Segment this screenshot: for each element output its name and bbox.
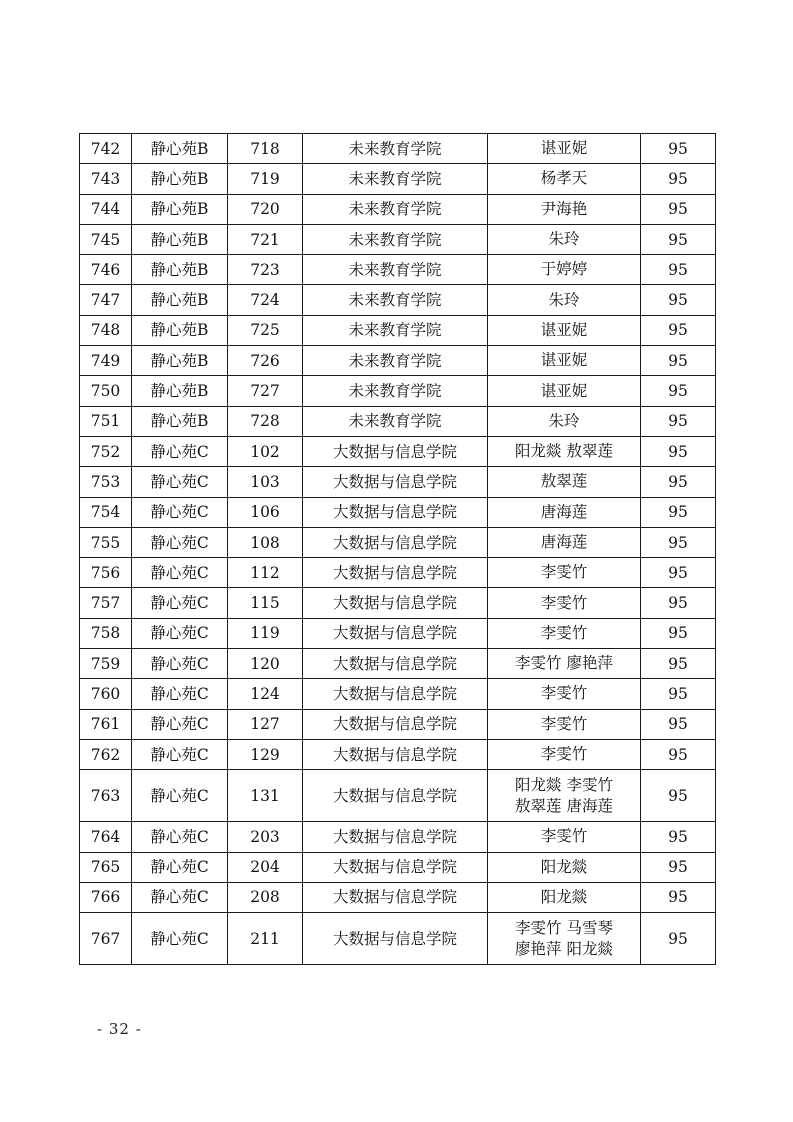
row-number-cell: 749 [80, 346, 132, 376]
building-cell: 静心苑C [132, 467, 228, 497]
row-number-cell: 750 [80, 376, 132, 406]
inspector-names: 李雯竹 [540, 684, 588, 703]
score-cell: 95 [641, 882, 716, 912]
table-row [80, 285, 716, 315]
room-cell: 112 [228, 558, 303, 588]
row-number-cell: 745 [80, 224, 132, 254]
room-cell: 102 [228, 436, 303, 466]
room-cell: 103 [228, 467, 303, 497]
college-cell: 未来教育学院 [303, 376, 488, 406]
inspector-names: 谌亚妮 [540, 139, 588, 158]
college-cell: 大数据与信息学院 [303, 822, 488, 852]
inspector-cell [488, 164, 641, 194]
table-row [80, 406, 716, 436]
inspector-names: 李雯竹 [540, 623, 588, 642]
table-row [80, 679, 716, 709]
inspector-cell [488, 913, 641, 965]
score-cell: 95 [641, 436, 716, 466]
row-number-cell: 755 [80, 527, 132, 557]
building-cell: 静心苑B [132, 376, 228, 406]
inspector-names: 阳龙燚 敖翠莲 [515, 442, 613, 461]
row-number-cell: 758 [80, 618, 132, 648]
score-cell: 95 [641, 497, 716, 527]
college-cell: 大数据与信息学院 [303, 527, 488, 557]
inspector-names: 唐海莲 [540, 533, 588, 551]
building-cell: 静心苑B [132, 164, 228, 194]
table-row [80, 709, 716, 739]
score-cell: 95 [641, 739, 716, 769]
inspector-cell [488, 739, 641, 769]
row-number-cell: 762 [80, 739, 132, 769]
inspector-cell [488, 558, 641, 588]
inspector-names: 杨孝天 [540, 169, 588, 188]
table-row [80, 194, 716, 224]
inspector-names: 朱玲 [548, 290, 580, 309]
score-cell: 95 [641, 527, 716, 557]
college-cell: 大数据与信息学院 [303, 497, 488, 527]
inspector-names: 阳龙燚 [540, 887, 588, 906]
room-cell: 725 [228, 315, 303, 345]
building-cell: 静心苑B [132, 346, 228, 376]
room-cell: 203 [228, 822, 303, 852]
building-cell: 静心苑C [132, 649, 228, 679]
building-cell: 静心苑C [132, 852, 228, 882]
inspector-names: 阳龙燚 [540, 857, 588, 876]
inspector-cell [488, 285, 641, 315]
inspector-cell [488, 224, 641, 254]
score-cell: 95 [641, 224, 716, 254]
college-cell: 大数据与信息学院 [303, 852, 488, 882]
score-cell: 95 [641, 376, 716, 406]
score-cell: 95 [641, 346, 716, 376]
row-number-cell: 761 [80, 709, 132, 739]
row-number-cell: 766 [80, 882, 132, 912]
inspector-names: 廖艳萍 阳龙燚 [515, 939, 613, 958]
table-row [80, 497, 716, 527]
table-row [80, 467, 716, 497]
table-row [80, 882, 716, 912]
college-cell: 大数据与信息学院 [303, 882, 488, 912]
table-body [80, 134, 716, 965]
room-cell: 115 [228, 588, 303, 618]
score-cell: 95 [641, 285, 716, 315]
college-cell: 未来教育学院 [303, 346, 488, 376]
inspector-cell [488, 527, 641, 557]
row-number-cell: 753 [80, 467, 132, 497]
room-cell: 127 [228, 709, 303, 739]
college-cell: 未来教育学院 [303, 194, 488, 224]
row-number-cell: 764 [80, 822, 132, 852]
table-row [80, 255, 716, 285]
inspector-names: 谌亚妮 [540, 351, 588, 370]
college-cell: 大数据与信息学院 [303, 649, 488, 679]
score-cell: 95 [641, 913, 716, 965]
score-cell: 95 [641, 558, 716, 588]
inspector-cell [488, 882, 641, 912]
college-cell: 大数据与信息学院 [303, 558, 488, 588]
room-cell: 106 [228, 497, 303, 527]
row-number-cell: 751 [80, 406, 132, 436]
inspector-names: 李雯竹 廖艳萍 [515, 654, 613, 673]
room-cell: 724 [228, 285, 303, 315]
inspector-cell [488, 436, 641, 466]
score-cell: 95 [641, 770, 716, 822]
score-cell: 95 [641, 406, 716, 436]
inspector-cell [488, 852, 641, 882]
inspector-names: 李雯竹 [540, 563, 588, 582]
college-cell: 未来教育学院 [303, 134, 488, 164]
building-cell: 静心苑C [132, 882, 228, 912]
inspector-names: 谌亚妮 [540, 381, 588, 400]
score-cell: 95 [641, 588, 716, 618]
building-cell: 静心苑B [132, 194, 228, 224]
building-cell: 静心苑C [132, 618, 228, 648]
college-cell: 大数据与信息学院 [303, 709, 488, 739]
table-row [80, 558, 716, 588]
college-cell: 大数据与信息学院 [303, 618, 488, 648]
room-cell: 723 [228, 255, 303, 285]
inspector-names: 唐海莲 [540, 502, 588, 521]
college-cell: 大数据与信息学院 [303, 588, 488, 618]
room-cell: 728 [228, 406, 303, 436]
college-cell: 未来教育学院 [303, 164, 488, 194]
table-row [80, 913, 716, 965]
score-cell: 95 [641, 709, 716, 739]
score-cell: 95 [641, 822, 716, 852]
table-row [80, 822, 716, 852]
room-cell: 208 [228, 882, 303, 912]
room-cell: 726 [228, 346, 303, 376]
table-row [80, 852, 716, 882]
inspector-cell [488, 194, 641, 224]
room-cell: 120 [228, 649, 303, 679]
page-number: - 32 - [97, 1020, 142, 1038]
row-number-cell: 765 [80, 852, 132, 882]
room-cell: 720 [228, 194, 303, 224]
row-number-cell: 744 [80, 194, 132, 224]
inspector-names: 李雯竹 [540, 827, 588, 846]
inspector-cell [488, 588, 641, 618]
table-row [80, 770, 716, 822]
college-cell: 未来教育学院 [303, 315, 488, 345]
room-cell: 124 [228, 679, 303, 709]
row-number-cell: 752 [80, 436, 132, 466]
building-cell: 静心苑C [132, 709, 228, 739]
inspector-names: 李雯竹 [540, 714, 588, 733]
inspector-cell [488, 315, 641, 345]
inspector-cell [488, 376, 641, 406]
college-cell: 未来教育学院 [303, 255, 488, 285]
building-cell: 静心苑B [132, 255, 228, 285]
row-number-cell: 767 [80, 913, 132, 965]
college-cell: 大数据与信息学院 [303, 467, 488, 497]
inspector-names: 李雯竹 马雪琴 [515, 918, 613, 937]
row-number-cell: 759 [80, 649, 132, 679]
building-cell: 静心苑B [132, 406, 228, 436]
inspector-names: 李雯竹 [540, 745, 588, 764]
building-cell: 静心苑C [132, 558, 228, 588]
inspector-names: 朱玲 [548, 411, 580, 430]
inspector-names: 谌亚妮 [540, 320, 588, 339]
room-cell: 721 [228, 224, 303, 254]
score-cell: 95 [641, 618, 716, 648]
table-row [80, 739, 716, 769]
building-cell: 静心苑C [132, 527, 228, 557]
inspector-names: 李雯竹 [540, 593, 588, 612]
room-cell: 719 [228, 164, 303, 194]
college-cell: 未来教育学院 [303, 285, 488, 315]
table-row [80, 618, 716, 648]
row-number-cell: 748 [80, 315, 132, 345]
inspector-names: 朱玲 [548, 230, 580, 249]
score-cell: 95 [641, 194, 716, 224]
table-row [80, 436, 716, 466]
college-cell: 未来教育学院 [303, 224, 488, 254]
building-cell: 静心苑B [132, 224, 228, 254]
table-row [80, 224, 716, 254]
building-cell: 静心苑B [132, 315, 228, 345]
score-cell: 95 [641, 467, 716, 497]
room-cell: 108 [228, 527, 303, 557]
inspector-names: 尹海艳 [540, 199, 588, 218]
room-cell: 131 [228, 770, 303, 822]
dormitory-score-table [79, 133, 716, 965]
building-cell: 静心苑C [132, 497, 228, 527]
room-cell: 204 [228, 852, 303, 882]
row-number-cell: 742 [80, 134, 132, 164]
building-cell: 静心苑C [132, 913, 228, 965]
inspector-cell [488, 770, 641, 822]
row-number-cell: 754 [80, 497, 132, 527]
table-row [80, 649, 716, 679]
room-cell: 119 [228, 618, 303, 648]
inspector-names: 于婷婷 [540, 260, 588, 279]
college-cell: 大数据与信息学院 [303, 770, 488, 822]
row-number-cell: 746 [80, 255, 132, 285]
inspector-cell [488, 618, 641, 648]
score-cell: 95 [641, 315, 716, 345]
building-cell: 静心苑C [132, 436, 228, 466]
building-cell: 静心苑C [132, 679, 228, 709]
inspector-cell [488, 679, 641, 709]
inspector-cell [488, 822, 641, 852]
row-number-cell: 763 [80, 770, 132, 822]
inspector-cell [488, 497, 641, 527]
inspector-cell [488, 346, 641, 376]
inspector-names: 敖翠莲 [540, 472, 588, 491]
inspector-cell [488, 467, 641, 497]
row-number-cell: 756 [80, 558, 132, 588]
room-cell: 211 [228, 913, 303, 965]
room-cell: 727 [228, 376, 303, 406]
inspector-cell [488, 406, 641, 436]
inspector-cell [488, 649, 641, 679]
score-cell: 95 [641, 649, 716, 679]
table-row [80, 376, 716, 406]
row-number-cell: 760 [80, 679, 132, 709]
building-cell: 静心苑B [132, 134, 228, 164]
score-cell: 95 [641, 852, 716, 882]
score-cell: 95 [641, 164, 716, 194]
inspector-cell [488, 255, 641, 285]
score-cell: 95 [641, 255, 716, 285]
table-row [80, 134, 716, 164]
score-cell: 95 [641, 134, 716, 164]
building-cell: 静心苑C [132, 770, 228, 822]
college-cell: 大数据与信息学院 [303, 436, 488, 466]
building-cell: 静心苑C [132, 739, 228, 769]
college-cell: 未来教育学院 [303, 406, 488, 436]
college-cell: 大数据与信息学院 [303, 913, 488, 965]
inspector-cell [488, 134, 641, 164]
score-cell: 95 [641, 679, 716, 709]
building-cell: 静心苑C [132, 588, 228, 618]
row-number-cell: 757 [80, 588, 132, 618]
row-number-cell: 743 [80, 164, 132, 194]
building-cell: 静心苑B [132, 285, 228, 315]
college-cell: 大数据与信息学院 [303, 679, 488, 709]
room-cell: 718 [228, 134, 303, 164]
inspector-cell [488, 709, 641, 739]
college-cell: 大数据与信息学院 [303, 739, 488, 769]
room-cell: 129 [228, 739, 303, 769]
table-row [80, 315, 716, 345]
inspector-names: 阳龙燚 李雯竹 [515, 775, 613, 794]
row-number-cell: 747 [80, 285, 132, 315]
table-row [80, 588, 716, 618]
building-cell: 静心苑C [132, 822, 228, 852]
inspector-names: 敖翠莲 唐海莲 [515, 796, 613, 815]
table-row [80, 346, 716, 376]
table-row [80, 527, 716, 557]
table-row [80, 164, 716, 194]
